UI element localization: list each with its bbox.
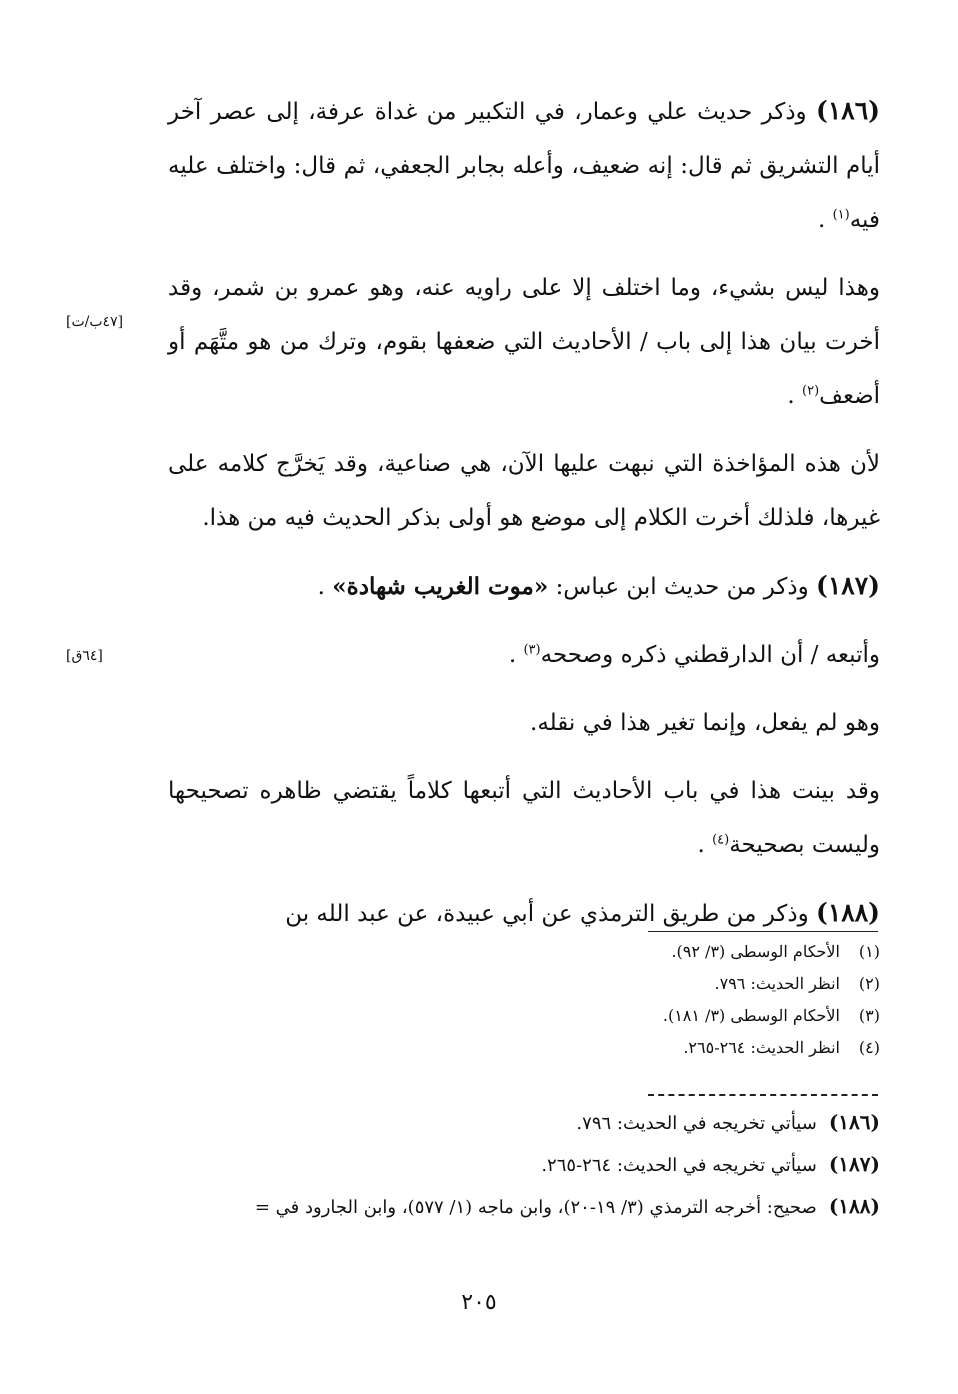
paragraph-text: لأن هذه المؤاخذة التي نبهت عليها الآن، هي صناعية، وقد يَخرَّج كلامه على غيرها، فلذلك أخرت الكلام إلى موضع هو أولى بذكر الحديث فيه من هذا. (168, 451, 880, 531)
footnote-text: انظر الحديث: ٢٦٤-٢٦٥. (683, 1038, 840, 1057)
paragraph-text: وهو لم يفعل، وإنما تغير هذا في نقله. (530, 710, 880, 736)
footnote-ref[interactable]: (٤) (712, 832, 730, 848)
footnote-ref[interactable]: (٣) (523, 642, 541, 658)
paragraph-186 (168, 84, 880, 247)
takhrij-item (160, 1102, 880, 1144)
hadith-number: (١٨٧) (816, 571, 880, 600)
page-number: ٢٠٥ (461, 1290, 497, 1315)
period: . (817, 207, 826, 233)
footnote-item (168, 936, 880, 968)
paragraph-2 (168, 261, 880, 423)
takhrij-item (160, 1144, 880, 1186)
footnote-item (168, 1032, 880, 1064)
paragraph-7 (168, 764, 880, 872)
hadith-quote: «موت الغريب شهادة» (332, 573, 549, 600)
footnote-text: الأحكام الوسطى (٣/ ١٨١). (662, 1006, 840, 1025)
main-text (168, 84, 880, 955)
takhrij-number: (١٨٧) (828, 1152, 880, 1176)
paragraph-6 (168, 696, 880, 750)
footnote-ref[interactable]: (١) (832, 207, 850, 223)
takhrij-number: (١٨٨) (828, 1194, 880, 1218)
paragraph-text: وأتبعه / أن الدارقطني ذكره وصححه (540, 642, 880, 668)
footnote-item (168, 1000, 880, 1032)
hadith-number: (١٨٨) (816, 898, 880, 927)
takhrij-item (160, 1186, 880, 1228)
takhrij-text: سيأتي تخريجه في الحديث: ٧٩٦. (576, 1113, 817, 1134)
period: . (787, 383, 795, 409)
footnote-text: الأحكام الوسطى (٣/ ٩٢). (671, 942, 840, 961)
footnote-ref[interactable]: (٢) (802, 383, 820, 399)
margin-note-manuscript-ref: [٤٧ب/ت] (66, 314, 124, 330)
footnote-number: (٣) (858, 1006, 880, 1025)
paragraph-text: وذكر من طريق الترمذي عن أبي عبيدة، عن عبد الله بن (285, 901, 809, 927)
paragraph-5 (168, 628, 880, 682)
takhrij-text: سيأتي تخريجه في الحديث: ٢٦٤-٢٦٥. (541, 1155, 817, 1176)
period: . (697, 832, 705, 858)
paragraph-text: وقد بينت هذا في باب الأحاديث التي أتبعها كلاماً يقتضي ظاهره تصحيحها وليست بصحيحة (168, 778, 880, 858)
takhrij-separator (648, 1094, 878, 1096)
footnote-number: (٢) (858, 974, 880, 993)
footnote-number: (٤) (858, 1038, 880, 1057)
paragraph-3 (168, 437, 880, 545)
takhrij-notes (160, 1102, 880, 1228)
period: . (317, 574, 325, 600)
footnotes (168, 936, 880, 1064)
paragraph-text: وذكر من حديث ابن عباس: (555, 574, 809, 600)
takhrij-text: صحيح: أخرجه الترمذي (٣/ ١٩-٢٠)، وابن ماجه (١/ ٥٧٧)، وابن الجارود في = (254, 1197, 817, 1218)
footnote-item (168, 968, 880, 1000)
hadith-number: (١٨٦) (816, 96, 880, 125)
footnote-separator (648, 931, 878, 932)
paragraph-187 (168, 559, 880, 614)
margin-note-manuscript-ref: [٦٤ق] (66, 648, 103, 664)
paragraph-text: وذكر حديث علي وعمار، في التكبير من غداة عرفة، إلى عصر آخر أيام التشريق ثم قال: إنه ضعيف، وأعله بجابر الجعفي، ثم قال: واختلف عليه فيه (168, 99, 880, 233)
period: . (508, 642, 517, 668)
takhrij-number: (١٨٦) (828, 1110, 880, 1134)
footnote-number: (١) (858, 942, 880, 961)
paragraph-text: وهذا ليس بشيء، وما اختلف إلا على راويه عنه، وهو عمرو بن شمر، وقد أخرت بيان هذا إلى باب / الأحاديث التي ضعفها بقوم، وترك من هو متَّهَم أو أضعف (168, 275, 880, 409)
paragraph-188 (168, 886, 880, 941)
footnote-text: انظر الحديث: ٧٩٦. (714, 974, 840, 993)
